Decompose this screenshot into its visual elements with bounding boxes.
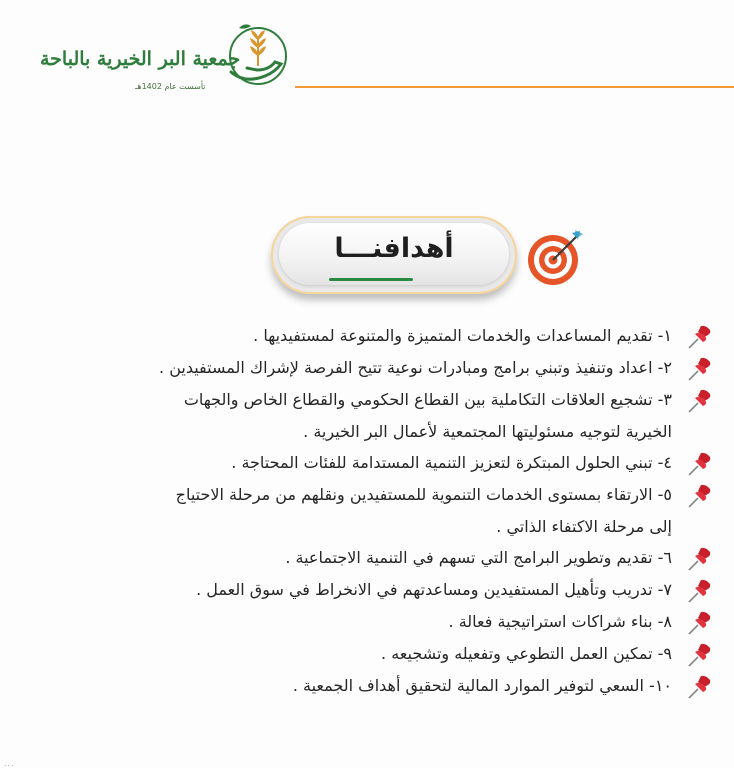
goal-text-line: ٦- تقديم وتطوير البرامج التي تسهم في التنمية الاجتماعية . [285, 548, 672, 567]
goal-text-line: إلى مرحلة الاكتفاء الذاتي . [496, 517, 672, 536]
goal-item-8 [40, 606, 712, 638]
goals-list [40, 320, 712, 702]
pushpin-icon [686, 451, 712, 477]
header-divider [295, 86, 734, 88]
pushpin-icon [686, 610, 712, 636]
pushpin-icon [686, 483, 712, 509]
footer-dots: ... [4, 759, 15, 768]
goal-text-line: ٢- اعداد وتنفيذ وتبني برامج ومبادرات نوعية تتيح الفرصة لإشراك المستفيدين . [159, 358, 672, 377]
pushpin-icon [686, 578, 712, 604]
goal-item-4 [40, 447, 712, 479]
goal-item-7 [40, 574, 712, 606]
goal-item-1 [40, 320, 712, 352]
pushpin-icon [686, 388, 712, 414]
goal-text-line: ٧- تدريب وتأهيل المستفيدين ومساعدتهم في الانخراط في سوق العمل . [196, 580, 672, 599]
pushpin-icon [686, 642, 712, 668]
organization-logo [40, 20, 290, 110]
goals-heading-badge [271, 216, 517, 294]
goal-text-line: ٤- تبني الحلول المبتكرة لتعزيز التنمية المستدامة للفئات المحتاجة . [231, 453, 672, 472]
hand-wheat-emblem-icon [225, 20, 287, 100]
pushpin-icon [686, 324, 712, 350]
goal-item-2 [40, 352, 712, 384]
goal-item-5 [40, 479, 712, 542]
pushpin-icon [686, 356, 712, 382]
goal-text-line: ١- تقديم المساعدات والخدمات المتميزة والمتنوعة لمستفيديها . [253, 326, 672, 345]
goal-text-line: الخيرية لتوجيه مسئوليتها المجتمعية لأعمال البر الخيرية . [303, 422, 672, 441]
goal-item-6 [40, 542, 712, 574]
pushpin-icon [686, 546, 712, 572]
goal-text-line: ١٠- السعي لتوفير الموارد المالية لتحقيق أهداف الجمعية . [292, 676, 672, 695]
goals-heading: أهدافنـــا [334, 233, 454, 264]
goal-item-9 [40, 638, 712, 670]
goal-item-3 [40, 384, 712, 447]
goal-text-line: ٨- بناء شراكات استراتيجية فعالة . [448, 612, 672, 631]
logo-founded-text: تأسست عام 1402هـ [135, 82, 206, 91]
goal-text-line: ٥- الارتقاء بمستوى الخدمات التنموية للمستفيدين ونقلهم من مرحلة الاحتياج [175, 485, 672, 504]
goal-text-line: ٩- تمكين العمل التطوعي وتفعيله وتشجيعه . [381, 644, 672, 663]
heading-underline [329, 278, 413, 281]
goal-text-line: ٣- تشجيع العلاقات التكاملية بين القطاع الحكومي والقطاع الخاص والجهات [183, 390, 672, 409]
goal-item-10 [40, 670, 712, 702]
logo-org-name: جمعية البر الخيرية بالباحة [40, 48, 241, 70]
target-icon [525, 228, 585, 288]
pushpin-icon [686, 674, 712, 700]
